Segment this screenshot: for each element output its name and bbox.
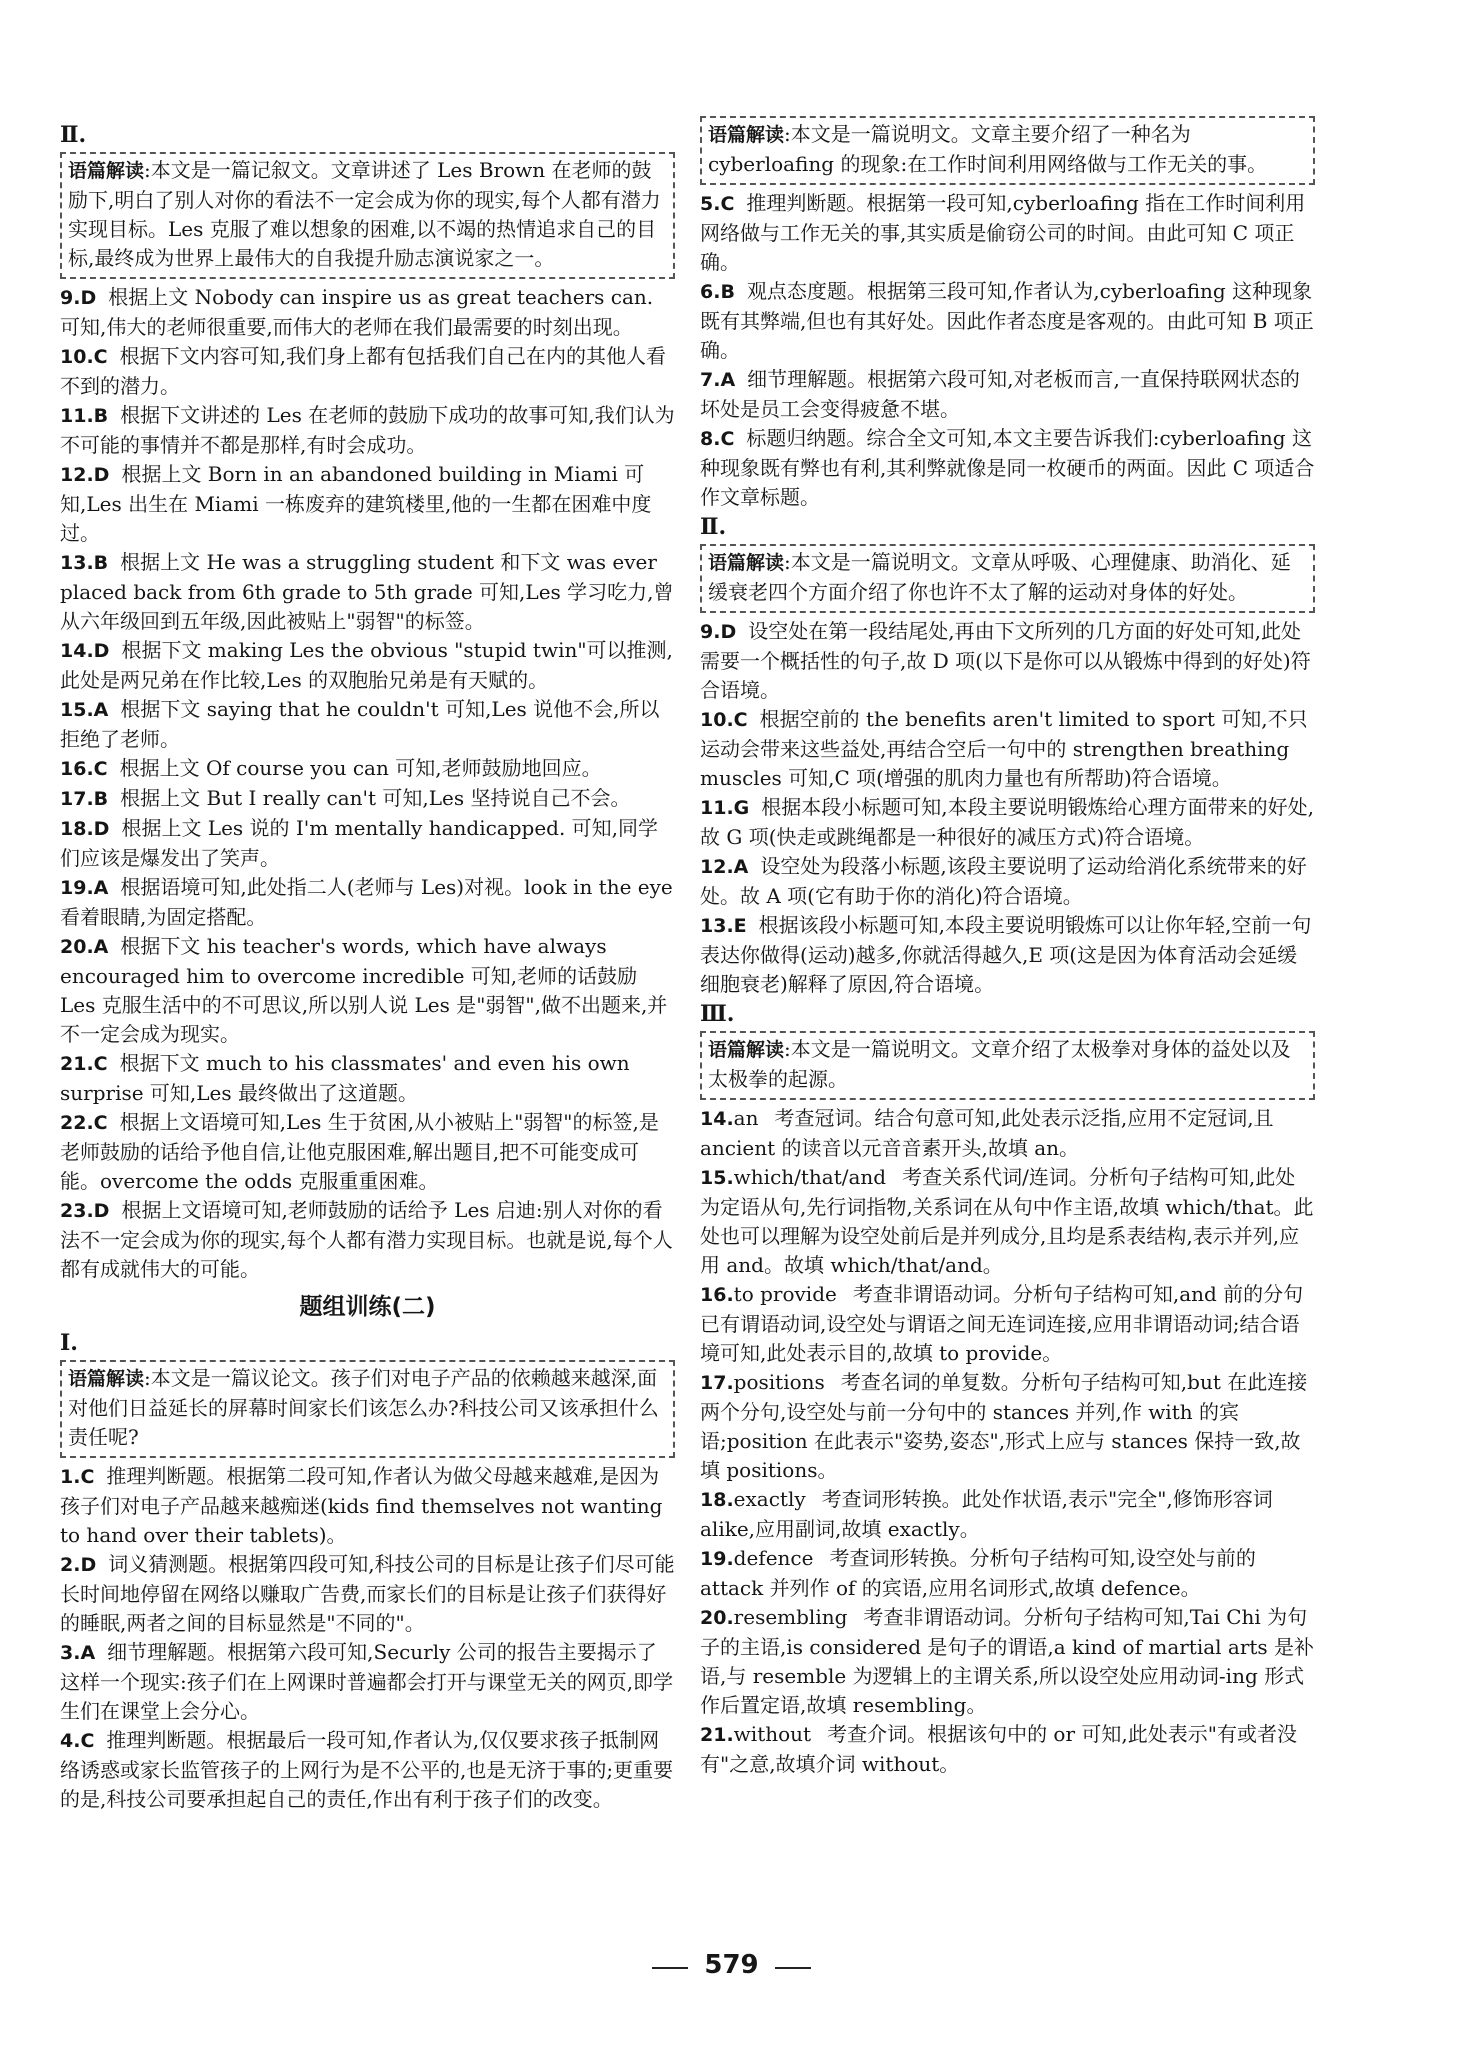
answer-item: [700, 365, 1315, 424]
item-explanation: 细节理解题。根据第六段可知,对老板而言,一直保持联网状态的坏处是员工会变得疲惫不堪。: [700, 367, 1300, 421]
item-number: 10.: [700, 709, 734, 731]
item-explanation: 考查非谓语动词。分析句子结构可知,Tai Chi 为句子的主语,is considered 是句子的谓语,a kind of martial arts 是补语,与 resemble 为逻辑上的主谓关系,所以设空处应用动词-ing 形式作后置定语,故填 resembling。: [700, 1605, 1315, 1717]
item-explanation: 词义猜测题。根据第四段可知,科技公司的目标是让孩子们尽可能长时间地停留在网络以赚取广告费,而家长们的目标是让孩子们获得好的睡眠,两者之间的目标显然是"不同的"。: [60, 1552, 675, 1635]
box-label: 语篇解读: [708, 124, 785, 146]
item-explanation: 观点态度题。根据第三段可知,作者认为,cyberloafing 这种现象既有其弊端,但也有其好处。因此作者态度是客观的。由此可知 B 项正确。: [700, 279, 1314, 362]
answer-item: [60, 548, 675, 636]
item-explanation: 推理判断题。根据第一段可知,cyberloafing 指在工作时间利用网络做与工作无关的事,其实质是偷窃公司的时间。由此可知 C 项正确。: [700, 191, 1306, 274]
item-number: 23.: [60, 1200, 94, 1222]
answer-item: [60, 460, 675, 548]
item-number: 18.: [60, 818, 94, 840]
item-number: 10.: [60, 346, 94, 368]
item-explanation: 考查词形转换。此处作状语,表示"完全",修饰形容词 alike,应用副词,故填 exactly。: [700, 1487, 1273, 1541]
item-number: 3.: [60, 1642, 81, 1664]
item-number: 20.: [700, 1607, 734, 1629]
item-number: 22.: [60, 1112, 94, 1134]
item-answer: B: [93, 405, 109, 427]
item-number: 15.: [60, 699, 94, 721]
answer-item: [700, 189, 1315, 277]
item-answer: A: [93, 877, 109, 899]
item-number: 18.: [700, 1489, 734, 1511]
footer-dash: [652, 1967, 688, 1969]
answer-item: [700, 1485, 1315, 1544]
item-explanation: 根据上文 Nobody can inspire us as great teachers can. 可知,伟大的老师很重要,而伟大的老师在我们最需要的时刻出现。: [60, 285, 654, 339]
item-answer: E: [733, 915, 747, 937]
item-explanation: 根据下文 much to his classmates' and even his own surprise 可知,Les 最终做出了这道题。: [60, 1051, 630, 1105]
answer-item: [700, 793, 1315, 852]
item-answer: C: [93, 758, 108, 780]
section-marker: Ⅱ.: [60, 122, 87, 148]
answer-item: [60, 342, 675, 401]
item-explanation: 推理判断题。根据最后一段可知,作者认为,仅仅要求孩子抵制网络诱惑或家长监管孩子的上网行为是不公平的,也是无济于事的;更重要的是,科技公司要承担起自己的责任,作出有利于孩子们的改变。: [60, 1728, 674, 1811]
answer-item: [60, 1550, 675, 1638]
answer-item: [60, 873, 675, 932]
answer-item: [700, 1104, 1315, 1163]
item-explanation: 考查非谓语动词。分析句子结构可知,and 前的分句已有谓语动词,设空处与谓语之间无连词连接,应用非谓语动词;结合语境可知,此处表示目的,故填 to provide。: [700, 1282, 1304, 1365]
answer-item: [60, 754, 675, 784]
item-explanation: 根据上文 Born in an abandoned building in Miami 可知,Les 出生在 Miami 一栋废弃的建筑楼里,他的一生都在困难中度过。: [60, 462, 652, 545]
item-explanation: 根据上文语境可知,Les 生于贫困,从小被贴上"弱智"的标签,是老师鼓励的话给予他自信,让他克服困难,解出题目,把不可能变成可能。overcome the odds 克服重重困难。: [60, 1110, 659, 1193]
item-answer: to provide: [733, 1282, 837, 1306]
item-number: 1.: [60, 1466, 81, 1488]
answer-item: [700, 911, 1315, 999]
item-number: 7.: [700, 369, 721, 391]
item-explanation: 考查词形转换。分析句子结构可知,设空处与前的 attack 并列作 of 的宾语,应用名词形式,故填 defence。: [700, 1546, 1256, 1600]
item-answer: C: [93, 1112, 108, 1134]
item-explanation: 根据空前的 the benefits aren't limited to sport 可知,不只运动会带来这些益处,再结合空后一句中的 strengthen breathing muscles 可知,C 项(增强的肌肉力量也有所帮助)符合语境。: [700, 707, 1308, 790]
answer-item: [60, 1049, 675, 1108]
answer-item: [60, 1462, 675, 1550]
footer-dash: [775, 1967, 811, 1969]
item-number: 4.: [60, 1730, 81, 1752]
item-number: 6.: [700, 281, 721, 303]
answer-list: [700, 1104, 1315, 1779]
item-explanation: 考查名词的单复数。分析句子结构可知,but 在此连接两个分句,设空处与前一分句中的 stances 并列,作 with 的宾语;position 在此表示"姿势,姿态",形式上应与 stances 保持一致,故填 positions。: [700, 1370, 1308, 1482]
item-answer: A: [80, 1642, 96, 1664]
section-marker: Ⅱ.: [700, 514, 727, 540]
item-explanation: 标题归纳题。综合全文可知,本文主要告诉我们:cyberloafing 这种现象既有弊也有利,其利弊就像是同一枚硬币的两面。因此 C 项适合作文章标题。: [700, 426, 1315, 509]
item-explanation: 根据上文 Les 说的 I'm mentally handicapped. 可知,同学们应该是爆发出了笑声。: [60, 816, 659, 870]
section-marker: Ⅲ.: [700, 1001, 735, 1027]
item-explanation: 考查介词。根据该句中的 or 可知,此处表示"有或者没有"之意,故填介词 without。: [700, 1722, 1297, 1776]
answer-item: [60, 1726, 675, 1814]
answer-item: [700, 1163, 1315, 1280]
item-explanation: 推理判断题。根据第二段可知,作者认为做父母越来越难,是因为孩子们对电子产品越来越痴迷(kids find themselves not wanting to hand over their tablets)。: [60, 1464, 663, 1547]
item-answer: D: [93, 1200, 110, 1222]
item-number: 19.: [700, 1548, 734, 1570]
item-number: 11.: [700, 797, 734, 819]
box-text: :本文是一篇说明文。文章从呼吸、心理健康、助消化、延缓衰老四个方面介绍了你也许不太了解的运动对身体的好处。: [708, 550, 1291, 604]
item-answer: B: [93, 552, 109, 574]
answer-item: [60, 784, 675, 814]
box-label: 语篇解读: [68, 160, 145, 182]
item-number: 21.: [700, 1724, 734, 1746]
item-number: 17.: [60, 788, 94, 810]
item-answer: C: [733, 709, 748, 731]
section-marker: Ⅰ.: [60, 1330, 78, 1356]
answer-list: [700, 189, 1315, 512]
item-explanation: 根据下文内容可知,我们身上都有包括我们自己在内的其他人看不到的潜力。: [60, 344, 666, 398]
item-answer: D: [93, 464, 110, 486]
answer-list: [700, 617, 1315, 999]
item-number: 15.: [700, 1167, 734, 1189]
item-number: 2.: [60, 1554, 81, 1576]
item-number: 17.: [700, 1372, 734, 1394]
item-answer: G: [733, 797, 750, 819]
item-answer: A: [93, 936, 109, 958]
item-explanation: 设空处在第一段结尾处,再由下文所列的几方面的好处可知,此处需要一个概括性的句子,故 D 项(以下是你可以从锻炼中得到的好处)符合语境。: [700, 619, 1311, 702]
answer-item: [60, 636, 675, 695]
passage-analysis-box: [700, 116, 1315, 185]
item-explanation: 根据上文语境可知,老师鼓励的话给予 Les 启迪:别人对你的看法不一定会成为你的现实,每个人都有潜力实现目标。也就是说,每个人都有成就伟大的可能。: [60, 1198, 673, 1281]
answer-item: [700, 1280, 1315, 1368]
item-answer: resembling: [733, 1605, 848, 1629]
answer-item: [700, 1720, 1315, 1779]
item-answer: D: [720, 621, 737, 643]
item-answer: D: [80, 1554, 97, 1576]
item-number: 9.: [60, 287, 81, 309]
item-number: 16.: [60, 758, 94, 780]
answer-item: [700, 1544, 1315, 1603]
page-number: 579: [704, 1950, 759, 1980]
item-explanation: 设空处为段落小标题,该段主要说明了运动给消化系统带来的好处。故 A 项(它有助于你的消化)符合语境。: [700, 854, 1307, 908]
item-answer: defence: [733, 1546, 814, 1570]
item-number: 14.: [700, 1108, 734, 1130]
box-text: :本文是一篇说明文。文章介绍了太极拳对身体的益处以及太极拳的起源。: [708, 1037, 1291, 1091]
item-explanation: 根据上文 But I really can't 可知,Les 坚持说自己不会。: [120, 786, 631, 810]
answer-item: [60, 1638, 675, 1726]
left-column: [60, 120, 675, 1814]
answer-item: [700, 424, 1315, 512]
item-answer: A: [720, 369, 736, 391]
item-answer: without: [733, 1722, 812, 1746]
answer-item: [700, 1368, 1315, 1485]
item-explanation: 根据下文 making Les the obvious "stupid twin"可以推测,此处是两兄弟在作比较,Les 的双胞胎兄弟是有天赋的。: [60, 638, 673, 692]
item-answer: A: [733, 856, 749, 878]
item-answer: exactly: [733, 1487, 806, 1511]
item-answer: D: [80, 287, 97, 309]
box-text: :本文是一篇说明文。文章主要介绍了一种名为 cyberloafing 的现象:在工作时间利用网络做与工作无关的事。: [708, 122, 1268, 176]
right-column: [700, 114, 1315, 1779]
item-number: 19.: [60, 877, 94, 899]
item-answer: D: [93, 640, 110, 662]
item-answer: C: [720, 193, 735, 215]
item-explanation: 根据上文 Of course you can 可知,老师鼓励地回应。: [119, 756, 602, 780]
item-number: 12.: [60, 464, 94, 486]
item-number: 5.: [700, 193, 721, 215]
item-answer: C: [720, 428, 735, 450]
box-label: 语篇解读: [68, 1368, 145, 1390]
item-number: 11.: [60, 405, 94, 427]
item-answer: B: [93, 788, 109, 810]
item-number: 9.: [700, 621, 721, 643]
answer-item: [700, 852, 1315, 911]
item-number: 16.: [700, 1284, 734, 1306]
item-answer: positions: [733, 1370, 825, 1394]
item-answer: C: [80, 1466, 95, 1488]
answer-list: [60, 283, 675, 1284]
answer-item: [60, 695, 675, 754]
group-heading: 题组训练(二): [299, 1294, 436, 1320]
answer-list: [60, 1462, 675, 1814]
answer-item: [700, 705, 1315, 793]
item-number: 13.: [700, 915, 734, 937]
item-answer: C: [93, 346, 108, 368]
answer-item: [60, 1196, 675, 1284]
answer-item: [60, 814, 675, 873]
item-explanation: 根据该段小标题可知,本段主要说明锻炼可以让你年轻,空前一句表达你做得(运动)越多,你就活得越久,E 项(这是因为体育活动会延缓细胞衰老)解释了原因,符合语境。: [700, 913, 1312, 996]
item-number: 13.: [60, 552, 94, 574]
item-explanation: 根据下文讲述的 Les 在老师的鼓励下成功的故事可知,我们认为不可能的事情并不都是那样,有时会成功。: [60, 403, 675, 457]
answer-item: [60, 932, 675, 1049]
item-explanation: 考查冠词。结合句意可知,此处表示泛指,应用不定冠词,且 ancient 的读音以元音音素开头,故填 an。: [700, 1106, 1274, 1160]
item-number: 8.: [700, 428, 721, 450]
passage-analysis-box: [60, 152, 675, 279]
box-text: :本文是一篇记叙文。文章讲述了 Les Brown 在老师的鼓励下,明白了别人对你的看法不一定会成为你的现实,每个人都有潜力实现目标。Les 克服了难以想象的困难,以不竭的热情追求自己的目标,最终成为世界上最伟大的自我提升励志演说家之一。: [68, 158, 661, 270]
item-answer: an: [733, 1106, 759, 1130]
item-answer: D: [93, 818, 110, 840]
item-number: 14.: [60, 640, 94, 662]
item-number: 21.: [60, 1053, 94, 1075]
box-label: 语篇解读: [708, 1039, 785, 1061]
passage-analysis-box: [700, 544, 1315, 613]
item-explanation: 细节理解题。根据第六段可知,Securly 公司的报告主要揭示了这样一个现实:孩子们在上网课时普遍都会打开与课堂无关的网页,即学生们在课堂上会分心。: [60, 1640, 674, 1723]
item-answer: C: [80, 1730, 95, 1752]
item-answer: B: [720, 281, 735, 303]
item-explanation: 根据本段小标题可知,本段主要说明锻炼给心理方面带来的好处,故 G 项(快走或跳绳都是一种很好的减压方式)符合语境。: [700, 795, 1314, 849]
passage-analysis-box: [700, 1031, 1315, 1100]
answer-item: [700, 1603, 1315, 1720]
item-explanation: 根据语境可知,此处指二人(老师与 Les)对视。look in the eye 看着眼睛,为固定搭配。: [60, 875, 673, 929]
answer-item: [60, 401, 675, 460]
item-answer: which/that/and: [733, 1165, 887, 1189]
item-number: 20.: [60, 936, 94, 958]
passage-analysis-box: [60, 1360, 675, 1458]
item-answer: C: [93, 1053, 108, 1075]
item-explanation: 根据下文 his teacher's words, which have always encouraged him to overcome incredible 可知,老师的话鼓励 Les 克服生活中的不可思议,所以别人说 Les 是"弱智",做不出题来,并不一定会成为现实。: [60, 934, 668, 1046]
item-answer: A: [93, 699, 109, 721]
item-explanation: 根据下文 saying that he couldn't 可知,Les 说他不会,所以拒绝了老师。: [60, 697, 660, 751]
page-footer: [0, 1950, 1463, 1980]
answer-item: [60, 283, 675, 342]
item-number: 12.: [700, 856, 734, 878]
answer-item: [60, 1108, 675, 1196]
item-explanation: 考查关系代词/连词。分析句子结构可知,此处为定语从句,先行词指物,关系词在从句中作主语,故填 which/that。此处也可以理解为设空处前后是并列成分,且均是系表结构,表示并列,应用 and。故填 which/that/and。: [700, 1165, 1314, 1277]
box-text: :本文是一篇议论文。孩子们对电子产品的依赖越来越深,面对他们日益延长的屏幕时间家长们该怎么办?科技公司又该承担什么责任呢?: [68, 1366, 659, 1449]
item-explanation: 根据上文 He was a struggling student 和下文 was ever placed back from 6th grade to 5th grade 可知,Les 学习吃力,曾从六年级回到五年级,因此被贴上"弱智"的标签。: [60, 550, 674, 633]
answer-item: [700, 277, 1315, 365]
answer-item: [700, 617, 1315, 705]
box-label: 语篇解读: [708, 552, 785, 574]
